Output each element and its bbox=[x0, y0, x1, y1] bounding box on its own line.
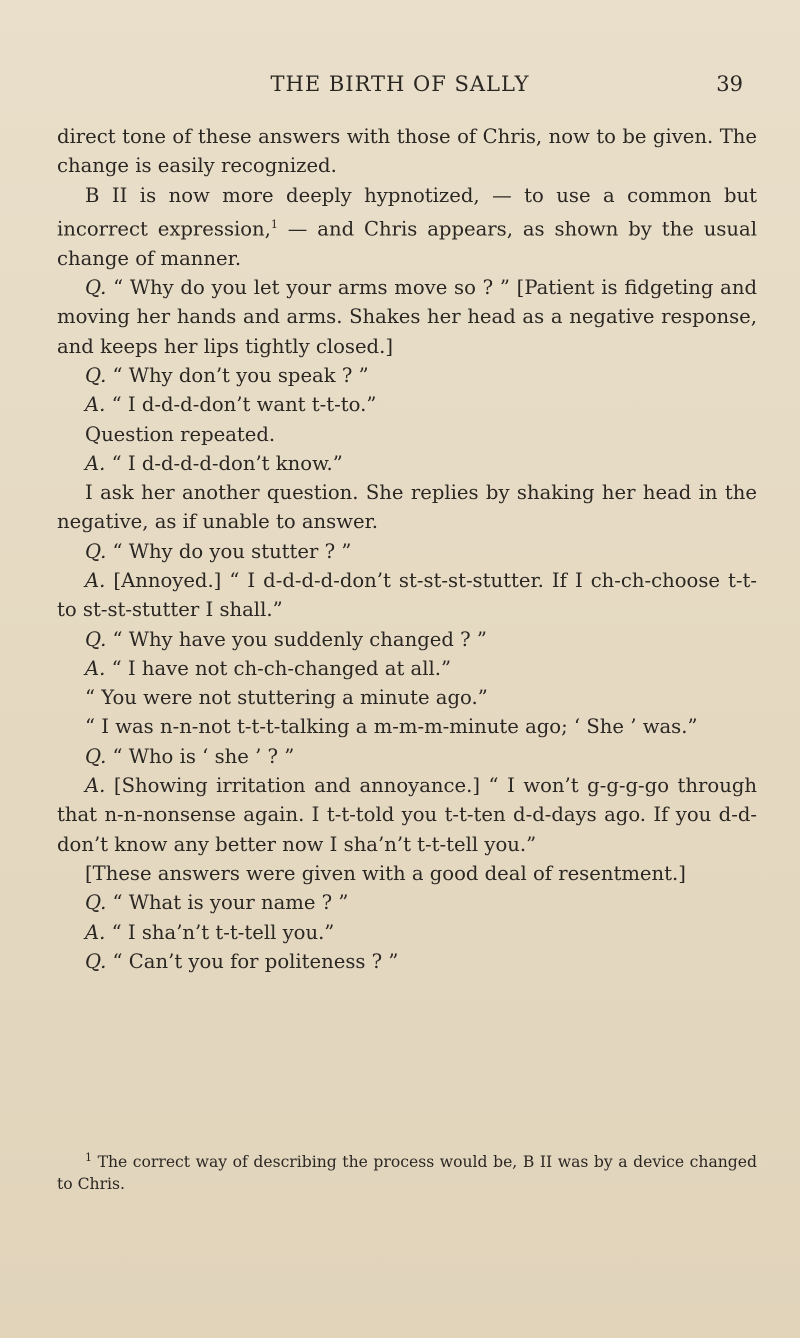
question-line bbox=[57, 625, 757, 654]
paragraph bbox=[57, 420, 757, 449]
answer-text: “ I have not ch-ch-changed at all.” bbox=[105, 656, 452, 680]
page-number: 39 bbox=[716, 72, 743, 96]
paragraph-text: direct tone of these answers with those of Chris, now to be given. The change is easily recognized. bbox=[57, 125, 757, 178]
answer-line bbox=[57, 449, 757, 478]
paragraph bbox=[57, 683, 757, 712]
footnote bbox=[57, 1147, 757, 1195]
question-label: Q. bbox=[85, 891, 107, 915]
footnote-text: The correct way of describing the process would be, B II was by a device changed to Chris. bbox=[57, 1153, 757, 1194]
paragraph bbox=[57, 859, 757, 888]
question-line bbox=[57, 742, 757, 771]
footnote-line bbox=[57, 1147, 757, 1195]
answer-label: A. bbox=[85, 656, 106, 680]
question-text: “ Why have you suddenly changed ? ” bbox=[106, 627, 487, 651]
paragraph-text: “ I was n-n-not t-t-t-talking a m-m-m-minute ago; ‘ She ’ was.” bbox=[85, 715, 698, 739]
question-label: Q. bbox=[85, 744, 107, 768]
paragraph-text: — and Chris appears, as shown by the usual change of manner. bbox=[57, 217, 757, 270]
question-label: Q. bbox=[85, 627, 107, 651]
paragraph-text: [These answers were given with a good deal of resentment.] bbox=[85, 861, 686, 885]
answer-label: A. bbox=[85, 774, 106, 798]
answer-label: A. bbox=[85, 451, 106, 475]
page-header bbox=[0, 72, 800, 102]
paragraph-text: I ask her another question. She replies by shaking her head in the negative, as if unable to answer. bbox=[57, 481, 757, 534]
question-text: “ Why do you let your arms move so ? ” [Patient is fidgeting and moving her hands and arms. Shakes her head as a negative response, and keeps her lips tightly closed.] bbox=[57, 276, 757, 358]
paragraph bbox=[57, 181, 757, 273]
paragraph-text: “ You were not stuttering a minute ago.” bbox=[85, 686, 488, 710]
answer-text: [Showing irritation and annoyance.] “ I won’t g-g-g-go through that n-n-nonsense again. I t-t-told you t-t-ten d-d-days ago. If you d-d-don’t know any better now I sha’n’t t-t-tell you.” bbox=[57, 774, 757, 856]
question-line bbox=[57, 537, 757, 566]
footnote-ref: 1 bbox=[270, 217, 278, 231]
answer-line bbox=[57, 918, 757, 947]
paragraph-text: B II is now more deeply hypnotized, — to use a common but incorrect expression, bbox=[57, 183, 757, 241]
answer-line bbox=[57, 566, 757, 625]
answer-label: A. bbox=[85, 920, 106, 944]
question-text: “ Who is ‘ she ’ ? ” bbox=[106, 744, 295, 768]
question-text: “ Can’t you for politeness ? ” bbox=[106, 949, 399, 973]
question-line bbox=[57, 361, 757, 390]
question-label: Q. bbox=[85, 539, 107, 563]
answer-line bbox=[57, 654, 757, 683]
answer-line bbox=[57, 390, 757, 419]
answer-label: A. bbox=[85, 393, 106, 417]
paragraph bbox=[57, 712, 757, 741]
answer-text: “ I d-d-d-d-don’t know.” bbox=[105, 451, 343, 475]
answer-line bbox=[57, 771, 757, 859]
question-line bbox=[57, 273, 757, 361]
answer-text: “ I d-d-d-don’t want t-t-to.” bbox=[105, 393, 377, 417]
answer-text: [Annoyed.] “ I d-d-d-d-don’t st-st-st-stutter. If I ch-ch-choose t-t-to st-st-stutter I shall.” bbox=[57, 568, 757, 622]
question-text: “ Why do you stutter ? ” bbox=[106, 539, 352, 563]
question-line bbox=[57, 947, 757, 976]
paragraph bbox=[57, 122, 757, 181]
running-head: THE BIRTH OF SALLY bbox=[270, 72, 530, 96]
question-line bbox=[57, 888, 757, 917]
answer-label: A. bbox=[85, 568, 106, 592]
paragraph-text: Question repeated. bbox=[85, 422, 276, 446]
paragraph bbox=[57, 478, 757, 537]
question-text: “ Why don’t you speak ? ” bbox=[106, 363, 369, 387]
question-label: Q. bbox=[85, 276, 107, 300]
answer-text: “ I sha’n’t t-t-tell you.” bbox=[105, 920, 335, 944]
question-label: Q. bbox=[85, 363, 107, 387]
question-label: Q. bbox=[85, 949, 107, 973]
question-text: “ What is your name ? ” bbox=[106, 891, 349, 915]
footnote-marker: 1 bbox=[85, 1151, 92, 1164]
body-text bbox=[57, 122, 757, 976]
